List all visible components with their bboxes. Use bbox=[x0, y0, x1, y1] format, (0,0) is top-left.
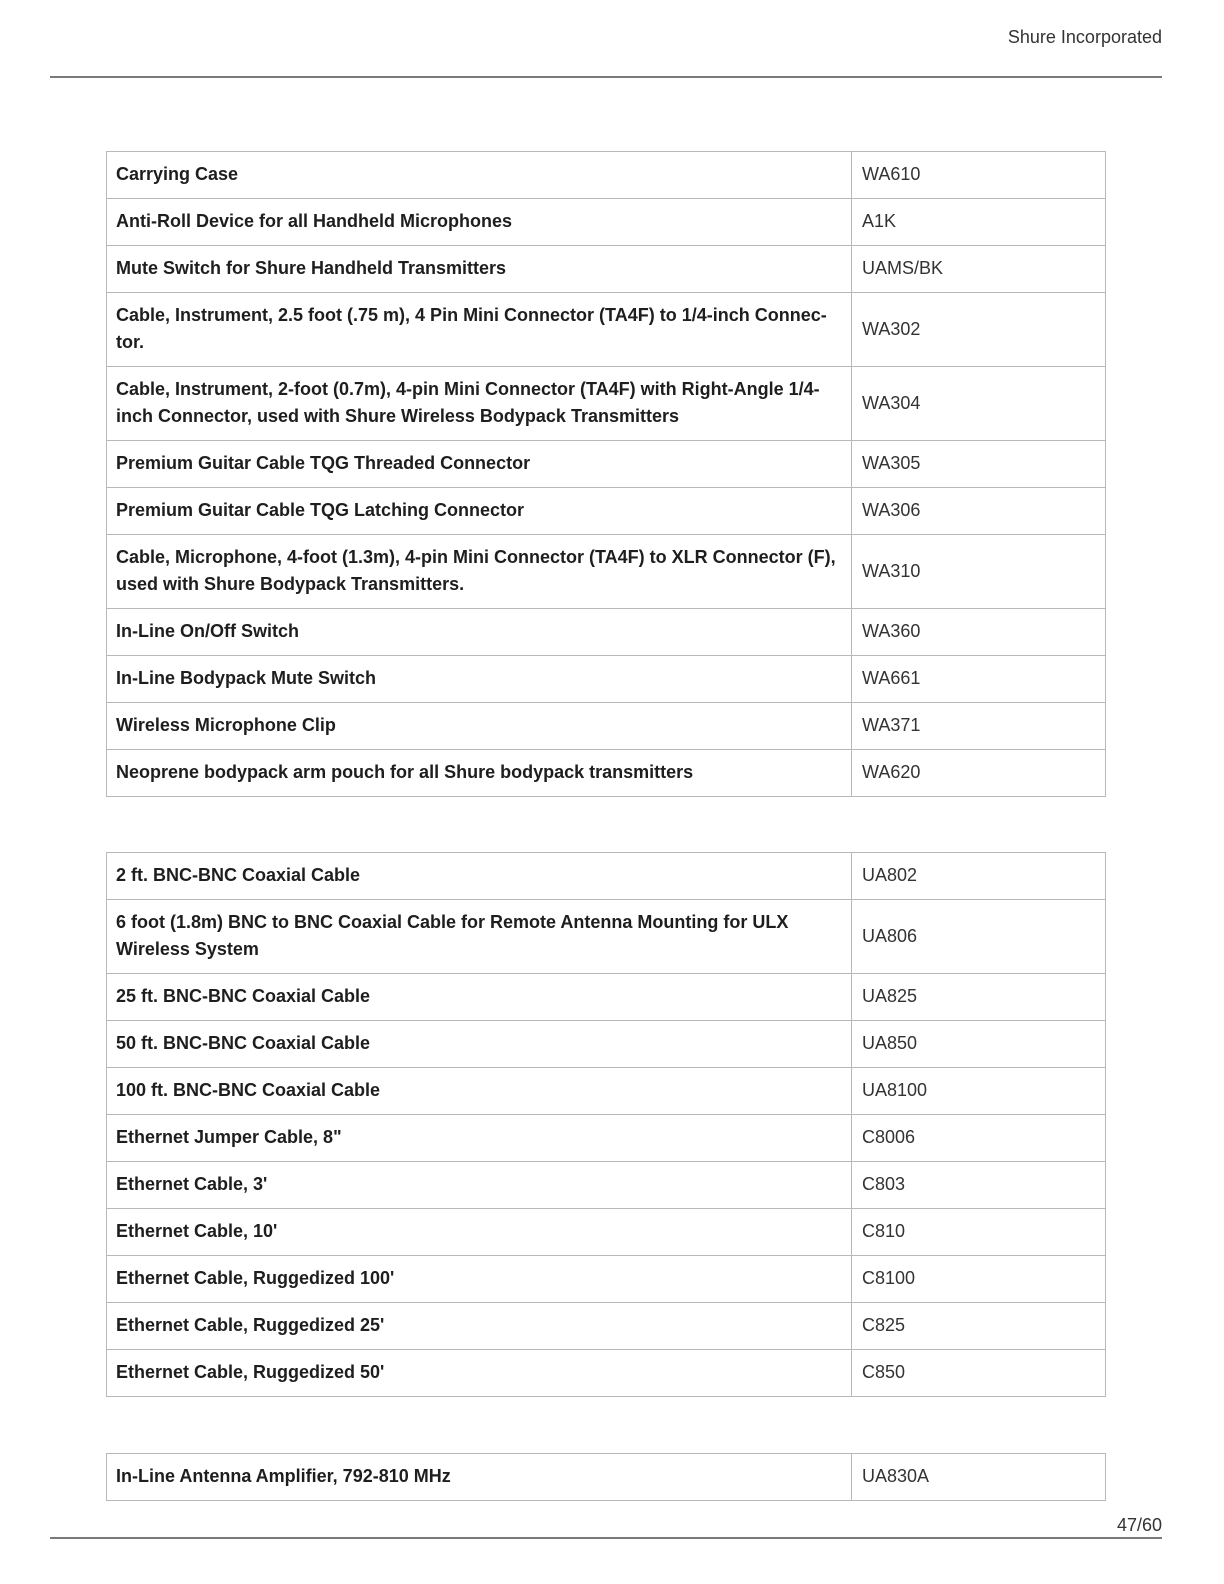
part-number: UAMS/BK bbox=[852, 246, 1106, 293]
accessory-description: Ethernet Jumper Cable, 8" bbox=[107, 1115, 852, 1162]
part-number: WA620 bbox=[852, 750, 1106, 797]
part-number: C810 bbox=[852, 1209, 1106, 1256]
table-row bbox=[107, 246, 1106, 293]
table-row bbox=[107, 488, 1106, 535]
table-row bbox=[107, 1350, 1106, 1397]
header-divider bbox=[50, 76, 1162, 78]
part-number: WA304 bbox=[852, 367, 1106, 441]
table-row bbox=[107, 441, 1106, 488]
table-row bbox=[107, 1068, 1106, 1115]
accessory-description: 100 ft. BNC-BNC Coaxial Cable bbox=[107, 1068, 852, 1115]
table-row bbox=[107, 1209, 1106, 1256]
part-number: UA8100 bbox=[852, 1068, 1106, 1115]
accessories-table-2 bbox=[106, 852, 1106, 1397]
part-number: C825 bbox=[852, 1303, 1106, 1350]
table-row bbox=[107, 1256, 1106, 1303]
table-row bbox=[107, 703, 1106, 750]
part-number: WA371 bbox=[852, 703, 1106, 750]
accessory-description: 25 ft. BNC-BNC Coaxial Cable bbox=[107, 974, 852, 1021]
part-number: UA806 bbox=[852, 900, 1106, 974]
accessory-description: Anti-Roll Device for all Handheld Microphones bbox=[107, 199, 852, 246]
table-body bbox=[107, 853, 1106, 1397]
table-row bbox=[107, 609, 1106, 656]
accessory-description: Ethernet Cable, Ruggedized 50' bbox=[107, 1350, 852, 1397]
table-body bbox=[107, 1454, 1106, 1501]
table-row bbox=[107, 199, 1106, 246]
table-row bbox=[107, 152, 1106, 199]
part-number: UA830A bbox=[852, 1454, 1106, 1501]
accessory-description: Ethernet Cable, 3' bbox=[107, 1162, 852, 1209]
part-number: UA825 bbox=[852, 974, 1106, 1021]
accessories-table-1 bbox=[106, 151, 1106, 797]
part-number: C8100 bbox=[852, 1256, 1106, 1303]
part-number: WA310 bbox=[852, 535, 1106, 609]
header-company-name: Shure Incorporated bbox=[1007, 27, 1162, 47]
part-number: WA661 bbox=[852, 656, 1106, 703]
part-number: C850 bbox=[852, 1350, 1106, 1397]
accessory-description: 6 foot (1.8m) BNC to BNC Coaxial Cable for Remote Antenna Mounting for ULX Wireless System bbox=[107, 900, 852, 974]
table-row bbox=[107, 1303, 1106, 1350]
table-row bbox=[107, 656, 1106, 703]
table-row bbox=[107, 1162, 1106, 1209]
table-row bbox=[107, 367, 1106, 441]
accessory-description: 50 ft. BNC-BNC Coaxial Cable bbox=[107, 1021, 852, 1068]
table-body bbox=[107, 152, 1106, 797]
part-number: WA305 bbox=[852, 441, 1106, 488]
accessories-table-3 bbox=[106, 1453, 1106, 1501]
accessory-description: In-Line On/Off Switch bbox=[107, 609, 852, 656]
accessory-description: In-Line Bodypack Mute Switch bbox=[107, 656, 852, 703]
table-row bbox=[107, 974, 1106, 1021]
table-row bbox=[107, 750, 1106, 797]
part-number: C8006 bbox=[852, 1115, 1106, 1162]
part-number: WA610 bbox=[852, 152, 1106, 199]
accessory-description: Premium Guitar Cable TQG Latching Connector bbox=[107, 488, 852, 535]
part-number: WA306 bbox=[852, 488, 1106, 535]
footer-divider bbox=[50, 1537, 1162, 1539]
accessory-description: Ethernet Cable, Ruggedized 100' bbox=[107, 1256, 852, 1303]
part-number: UA802 bbox=[852, 853, 1106, 900]
accessory-description: Ethernet Cable, Ruggedized 25' bbox=[107, 1303, 852, 1350]
part-number: A1K bbox=[852, 199, 1106, 246]
accessory-description: Premium Guitar Cable TQG Threaded Connector bbox=[107, 441, 852, 488]
part-number: WA302 bbox=[852, 293, 1106, 367]
table-row bbox=[107, 1021, 1106, 1068]
part-number: C803 bbox=[852, 1162, 1106, 1209]
accessory-description: Neoprene bodypack arm pouch for all Shure bodypack transmitters bbox=[107, 750, 852, 797]
table-row bbox=[107, 1115, 1106, 1162]
table-row bbox=[107, 1454, 1106, 1501]
accessory-description: 2 ft. BNC-BNC Coaxial Cable bbox=[107, 853, 852, 900]
accessory-description: Mute Switch for Shure Handheld Transmitters bbox=[107, 246, 852, 293]
accessory-description: Cable, Instrument, 2-foot (0.7m), 4-pin Mini Connector (TA4F) with Right-Angle 1/4-inch Connector, used with Shure Wireless Bodypack Transmitters bbox=[107, 367, 852, 441]
accessory-description: Carrying Case bbox=[107, 152, 852, 199]
accessory-description: Cable, Microphone, 4-foot (1.3m), 4-pin Mini Connector (TA4F) to XLR Connector (F), used with Shure Bodypack Transmitters. bbox=[107, 535, 852, 609]
part-number: WA360 bbox=[852, 609, 1106, 656]
accessory-description: Cable, Instrument, 2.5 foot (.75 m), 4 Pin Mini Connector (TA4F) to 1/4-inch Connector. bbox=[107, 293, 852, 367]
table-row bbox=[107, 900, 1106, 974]
accessory-description: Ethernet Cable, 10' bbox=[107, 1209, 852, 1256]
accessory-description: Wireless Microphone Clip bbox=[107, 703, 852, 750]
table-row bbox=[107, 853, 1106, 900]
page-number: 47/60 bbox=[1116, 1515, 1162, 1535]
accessory-description: In-Line Antenna Amplifier, 792-810 MHz bbox=[107, 1454, 852, 1501]
table-row bbox=[107, 535, 1106, 609]
table-row bbox=[107, 293, 1106, 367]
part-number: UA850 bbox=[852, 1021, 1106, 1068]
